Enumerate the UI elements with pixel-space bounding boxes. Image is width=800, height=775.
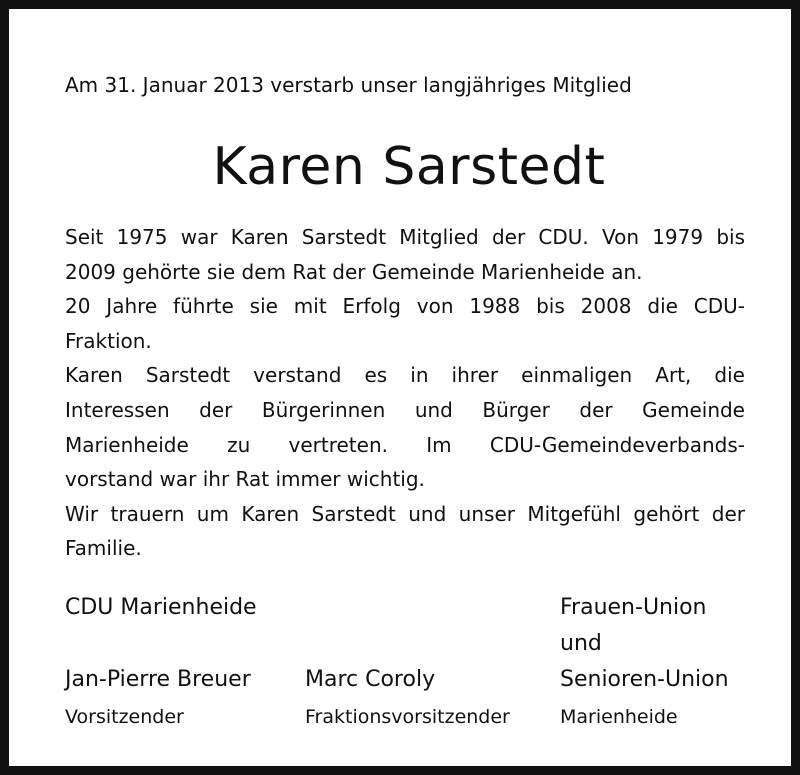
intro-text: Am 31. Januar 2013 verstarb unser langjähriges Mitglied (65, 73, 632, 97)
signature-org-frauen-union: Frauen-Union (560, 595, 707, 620)
body-line: Seit 1975 war Karen Sarstedt Mitglied der CDU. Von 1979 bis (65, 225, 745, 249)
signature-name-breuer: Jan-Pierre Breuer (65, 667, 251, 692)
body-line: Marienheide zu vertreten. Im CDU-Gemeindeverbands- (65, 432, 745, 457)
signature-org-und: und (560, 631, 602, 656)
body-line: 2009 gehörte sie dem Rat der Gemeinde Marienheide an. (65, 259, 643, 284)
signature-org-senioren-union: Senioren-Union (560, 667, 729, 692)
body-line: Interessen der Bürgerinnen und Bürger der Gemeinde (65, 397, 745, 422)
signature-org-marienheide: Marienheide (560, 706, 678, 728)
signature-role-breuer: Vorsitzender (65, 706, 184, 728)
body-line: vorstand war ihr Rat immer wichtig. (65, 467, 425, 492)
body-line: 20 Jahre führte sie mit Erfolg von 1988 bis 2008 die CDU- (65, 294, 745, 319)
body-line: Familie. (65, 536, 142, 561)
body-line: Karen Sarstedt verstand es in ihrer einmaligen Art, die (65, 363, 745, 388)
body-line: Fraktion. (65, 328, 152, 353)
signature-name-coroly: Marc Coroly (305, 667, 436, 692)
signature-role-coroly: Fraktionsvorsitzender (305, 706, 510, 728)
deceased-name: Karen Sarstedt (212, 137, 606, 197)
body-line: Wir trauern um Karen Sarstedt und unser Mitgefühl gehört der (65, 501, 745, 526)
obituary-body (65, 220, 745, 566)
signature-org-cdu: CDU Marienheide (65, 595, 257, 620)
